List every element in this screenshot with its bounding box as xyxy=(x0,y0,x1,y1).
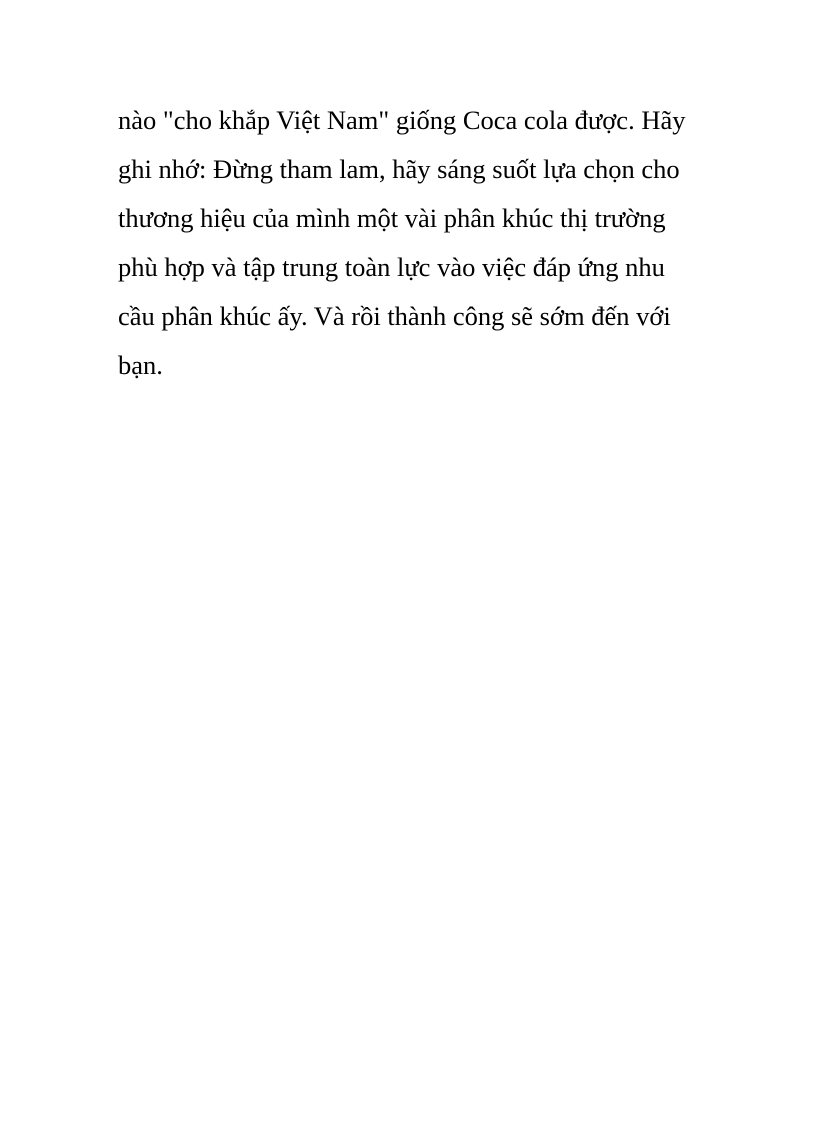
text-line-1: nào "cho khắp Việt Nam" giống Coca cola được. Hãy xyxy=(118,105,686,135)
text-line-4: phù hợp và tập trung toàn lực vào việc đáp ứng nhu xyxy=(118,252,665,282)
text-line-5: cầu phân khúc ấy. Và rồi thành công sẽ sớm đến với xyxy=(118,301,671,331)
paragraph xyxy=(118,96,718,390)
text-line-6: bạn. xyxy=(118,350,163,380)
text-line-3: thương hiệu của mình một vài phân khúc thị trường xyxy=(118,203,666,233)
text-line-2: ghi nhớ: Đừng tham lam, hãy sáng suốt lựa chọn cho xyxy=(118,154,680,184)
